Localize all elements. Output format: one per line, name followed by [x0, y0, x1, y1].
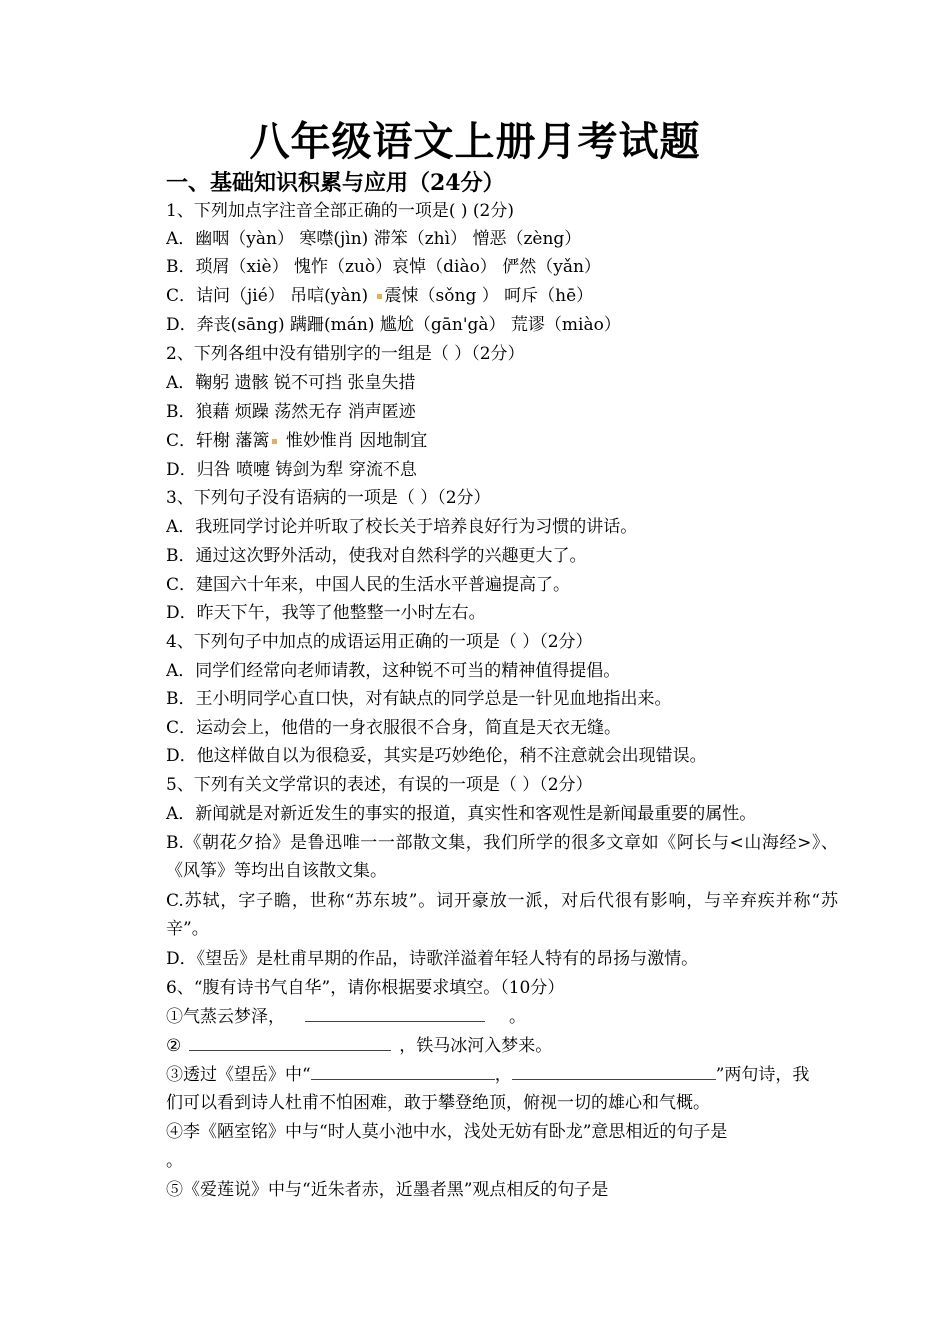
- q1-stem: 1、下列加点字注音全部正确的一项是( ) (2分): [166, 201, 514, 221]
- q5-option-d: D．《望岳》是杜甫早期的作品，诗歌洋溢着年轻人特有的昂扬与激情。: [166, 949, 699, 969]
- q6-line-5: ⑤《爱莲说》中与“近朱者赤，近墨者黑”观点相反的句子是: [166, 1180, 609, 1200]
- q6-line-3: [166, 1061, 809, 1089]
- edit-marker: [272, 439, 277, 444]
- q3-stem: 3、下列句子没有语病的一项是（ ）（2分）: [166, 488, 491, 508]
- q2-option-c-part1: C．轩榭 藩篱: [166, 431, 270, 451]
- q6-stem: 6、“腹有诗书气自华”，请你根据要求填空。（10分）: [166, 978, 565, 998]
- q6-line-1-text: ①气蒸云梦泽，: [166, 1007, 285, 1027]
- q1-option-b: B．琐屑（xiè） 愧怍（zuò）哀悼（diào） 俨然（yǎn）: [166, 257, 601, 277]
- q4-option-d: D．他这样做自以为很稳妥，其实是巧妙绝伦，稍不注意就会出现错误。: [166, 746, 707, 766]
- q1-option-c-part1: C．诘问（jié） 吊唁(yàn): [166, 286, 374, 306]
- q6-line-2-text: ②: [166, 1036, 182, 1056]
- q6-line-4-end: 。: [166, 1151, 183, 1171]
- fill-blank-input[interactable]: [189, 1032, 391, 1051]
- q1-option-c-part2: 震悚（sǒng ） 呵斥（hē）: [384, 286, 594, 306]
- q1-option-c: [166, 282, 593, 310]
- q1-option-a: A．幽咽（yàn） 寒噤(jìn) 滞笨（zhì） 憎恶（zèng）: [166, 229, 582, 249]
- q6-line-3-text: ③透过《望岳》中“: [166, 1065, 311, 1085]
- fill-blank-input[interactable]: [311, 1061, 495, 1080]
- fill-blank-input[interactable]: [512, 1061, 716, 1080]
- q4-option-c: C．运动会上，他借的一身衣服很不合身，简直是天衣无缝。: [166, 718, 622, 738]
- q2-option-b: B．狼藉 烦躁 荡然无存 消声匿迹: [166, 402, 416, 422]
- q6-line-3-end: ”两句诗，我: [715, 1065, 810, 1085]
- q6-line-2: [166, 1032, 552, 1060]
- fill-blank-input[interactable]: [305, 1003, 485, 1022]
- q6-line-1: [166, 1003, 526, 1031]
- q3-option-b: B．通过这次野外活动，使我对自然科学的兴趣更大了。: [166, 546, 587, 566]
- q5-option-a: A．新闻就是对新近发生的事实的报道，真实性和客观性是新闻最重要的属性。: [166, 804, 757, 824]
- q3-option-a: A．我班同学讨论并听取了校长关于培养良好行为习惯的讲话。: [166, 517, 638, 537]
- q2-option-c-part2: 惟妙惟肖 因地制宜: [280, 431, 428, 451]
- q5-option-c: C.苏轼，字子瞻，世称“苏东坡”。词开豪放一派，对后代很有影响，与辛弃疾并称“苏辛”。: [166, 891, 838, 939]
- q2-option-d: D．归咎 喷嚏 铸剑为犁 穿流不息: [166, 460, 417, 480]
- q6-line-3-cont: 们可以看到诗人杜甫不怕困难，敢于攀登绝顶，俯视一切的雄心和气概。: [166, 1093, 710, 1113]
- q6-line-4: ④李《陋室铭》中与“时人莫小池中水，浅处无妨有卧龙”意思相近的句子是: [166, 1122, 728, 1142]
- q4-stem: 4、下列句子中加点的成语运用正确的一项是（ ）（2分）: [166, 632, 593, 652]
- page-title: 八年级语文上册月考试题: [249, 118, 701, 165]
- q5-stem: 5、下列有关文学常识的表述，有误的一项是（ ）（2分）: [166, 775, 593, 795]
- q4-option-b: B．王小明同学心直口快，对有缺点的同学总是一针见血地指出来。: [166, 689, 672, 709]
- q6-line-2-end: ，铁马冰河入梦来。: [399, 1036, 553, 1056]
- section-heading: 一、基础知识积累与应用（24分）: [166, 170, 505, 196]
- q6-line-3-comma: ，: [494, 1065, 512, 1085]
- q2-stem: 2、下列各组中没有错别字的一组是（ ）（2分）: [166, 344, 525, 364]
- q3-option-d: D．昨天下午，我等了他整整一小时左右。: [166, 603, 486, 623]
- q1-option-d: D．奔丧(sāng) 蹒跚(mán) 尴尬（gān'gà） 荒谬（miào）: [166, 315, 621, 335]
- q3-option-c: C．建国六十年来，中国人民的生活水平普遍提高了。: [166, 575, 571, 595]
- q4-option-a: A．同学们经常向老师请教，这种锐不可当的精神值得提倡。: [166, 661, 621, 681]
- q5-option-b: B.《朝花夕拾》是鲁迅唯一一部散文集，我们所学的很多文章如《阿长与<山海经>》、《风筝》等均出自该散文集。: [166, 833, 838, 881]
- q6-line-1-end: 。: [509, 1007, 526, 1027]
- q2-option-c: [166, 427, 427, 455]
- q2-option-a: A．鞠躬 遗骸 锐不可挡 张皇失措: [166, 373, 416, 393]
- edit-marker: [377, 294, 382, 299]
